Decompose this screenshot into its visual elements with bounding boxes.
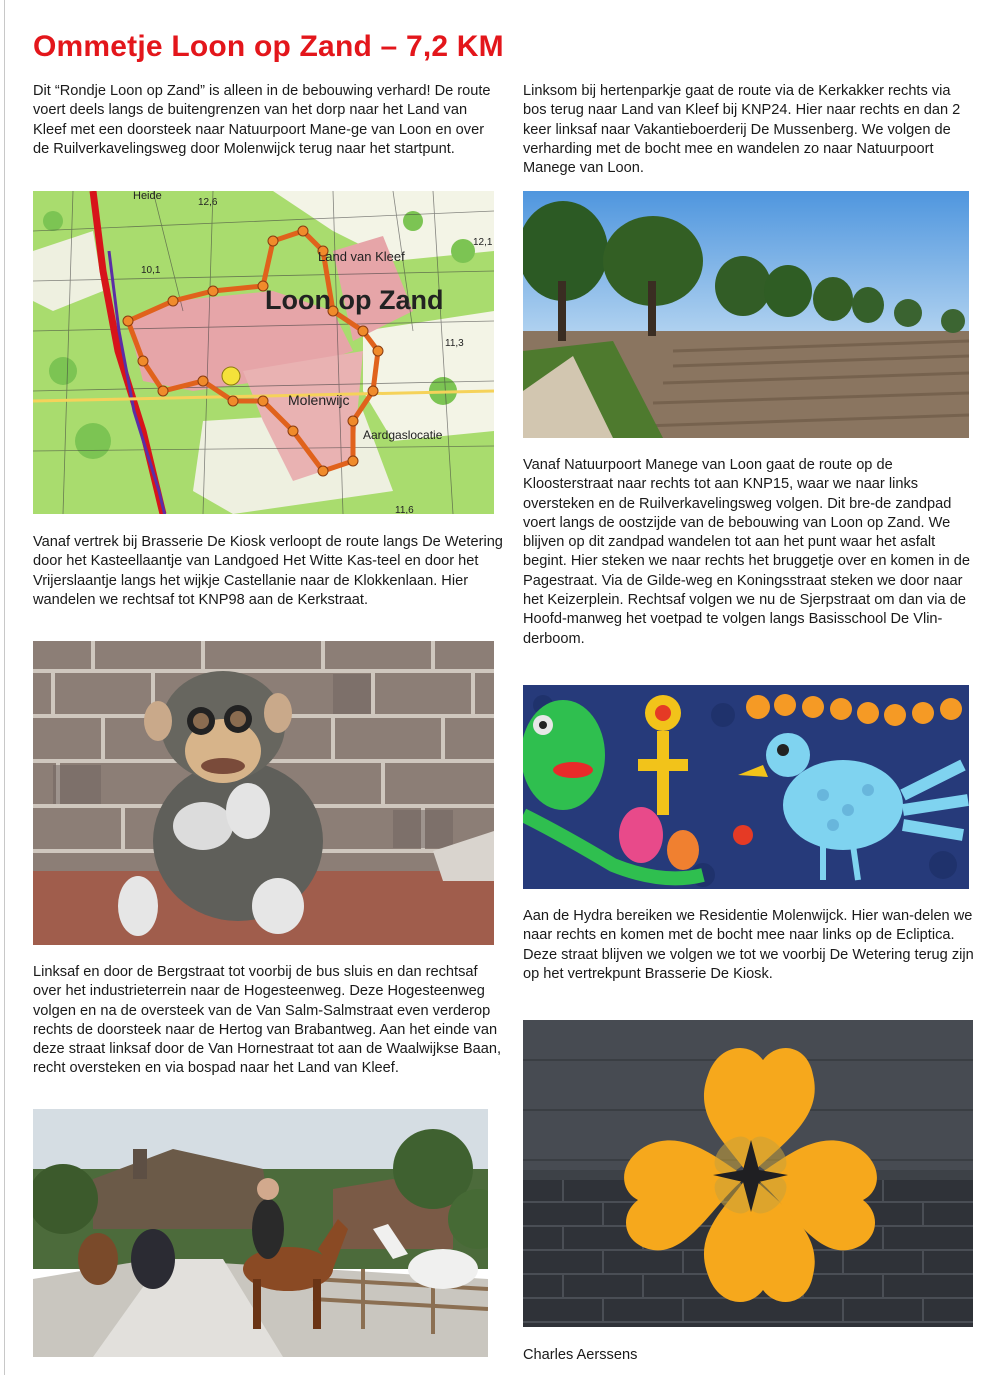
paragraph-intro: Dit “Rondje Loon op Zand” is alleen in de bebouwing verhard! De route voert deels langs de buitengrenzen van het dorp naar het Land van Kleef met een doorsteek naar Natuurpoort Mane-ge van Loon en over de Ruilverkavelingsweg door Molenwijck terug naar het startpunt. (33, 83, 491, 157)
map-label-n3: 10,1 (141, 265, 161, 276)
map-label-land: Land van Kleef (318, 249, 405, 264)
paragraph-5: Vanaf Natuurpoort Manege van Loon gaat de route op de Kloosterstraat naar rechts tot aan KNP15, waar we naar links oversteken en de Ruilverkavelingsweg volgen. Dit bre-de zandpad voert langs de oostzijde van de bebouwing van Loon op Zand. We blijven op dit zandpad wandelen tot aan het punt waar het asfalt begint. Hier steken we naar rechts het bruggetje over en komen in de Pagestraat. Via de Gilde-weg en Koningsstraat steken we door naar het Keizerplein. Rechtsaf volgen we nu de Sjerpstraat om dan via de Hoofd-manweg het voetpad te volgen langs Basisschool De Vlin-derboom. (523, 457, 970, 647)
author-credit: Charles Aerssens (523, 1347, 638, 1363)
map-label-n1: 12,6 (198, 197, 218, 208)
photo-mosaic (523, 685, 969, 889)
photo-clover-logo (523, 1020, 973, 1327)
map-label-n2: 12,1 (473, 237, 493, 248)
paragraph-4: Linksom bij hertenparkje gaat de route via de Kerkakker rechts via bos terug naar Land van Kleef bij KNP24. Hier naar rechts en dan 2 keer linksaf naar Vakantieboerderij De Mussenberg. We volgen de verharding met de bocht mee en wandelen zo naar Natuurpoort Manege van Loon. (523, 83, 961, 177)
photo-field-path (523, 191, 969, 438)
photo-horse-riders (33, 1109, 488, 1357)
map-label-n5: 11,6 (395, 505, 414, 514)
map-label-gas: Aardgaslocatie (363, 428, 443, 442)
paragraph-6: Aan de Hydra bereiken we Residentie Molenwijck. Hier wan-delen we naar rechts en komen met de bocht mee naar links op de Ecliptica. Deze straat blijven we volgen we tot we voorbij De Wetering terug zijn op het vertrekpunt Brasserie De Kiosk. (523, 908, 974, 982)
map-label-district: Molenwijc (288, 392, 350, 408)
route-map (33, 191, 494, 514)
photo-monkey (33, 641, 494, 945)
paragraph-3: Linksaf en door de Bergstraat tot voorbij de bus sluis en dan rechtsaf over het industrieterrein naar de Hogesteenweg. Deze Hogesteenweg volgen en na de oversteek van de Van Salm-Salmstraat even verderop rechts de doorsteek naar de Hertog van Brabantweg. Aan het einde van deze straat linksaf door de Van Hornestraat tot aan de Waalwijkse Baan, recht oversteken en via bospad naar het Land van Kleef. (33, 964, 502, 1077)
page-left-rule (4, 0, 5, 1375)
map-label-town: Loon op Zand (265, 285, 444, 315)
paragraph-2: Vanaf vertrek bij Brasserie De Kiosk verloopt de route langs De Wetering door het Kasteellaantje van Landgoed Het Witte Kas-teel en door het Vrijerslaantje langs het wijkje Castellanie naar de Klokkenlaan. Hier wandelen we rechtsaf tot KNP98 aan de Kerkstraat. (33, 534, 503, 608)
map-label-heide: Heide (133, 191, 162, 202)
page-title: Ommetje Loon op Zand – 7,2 KM (33, 30, 504, 63)
map-label-n4: 11,3 (445, 338, 464, 349)
